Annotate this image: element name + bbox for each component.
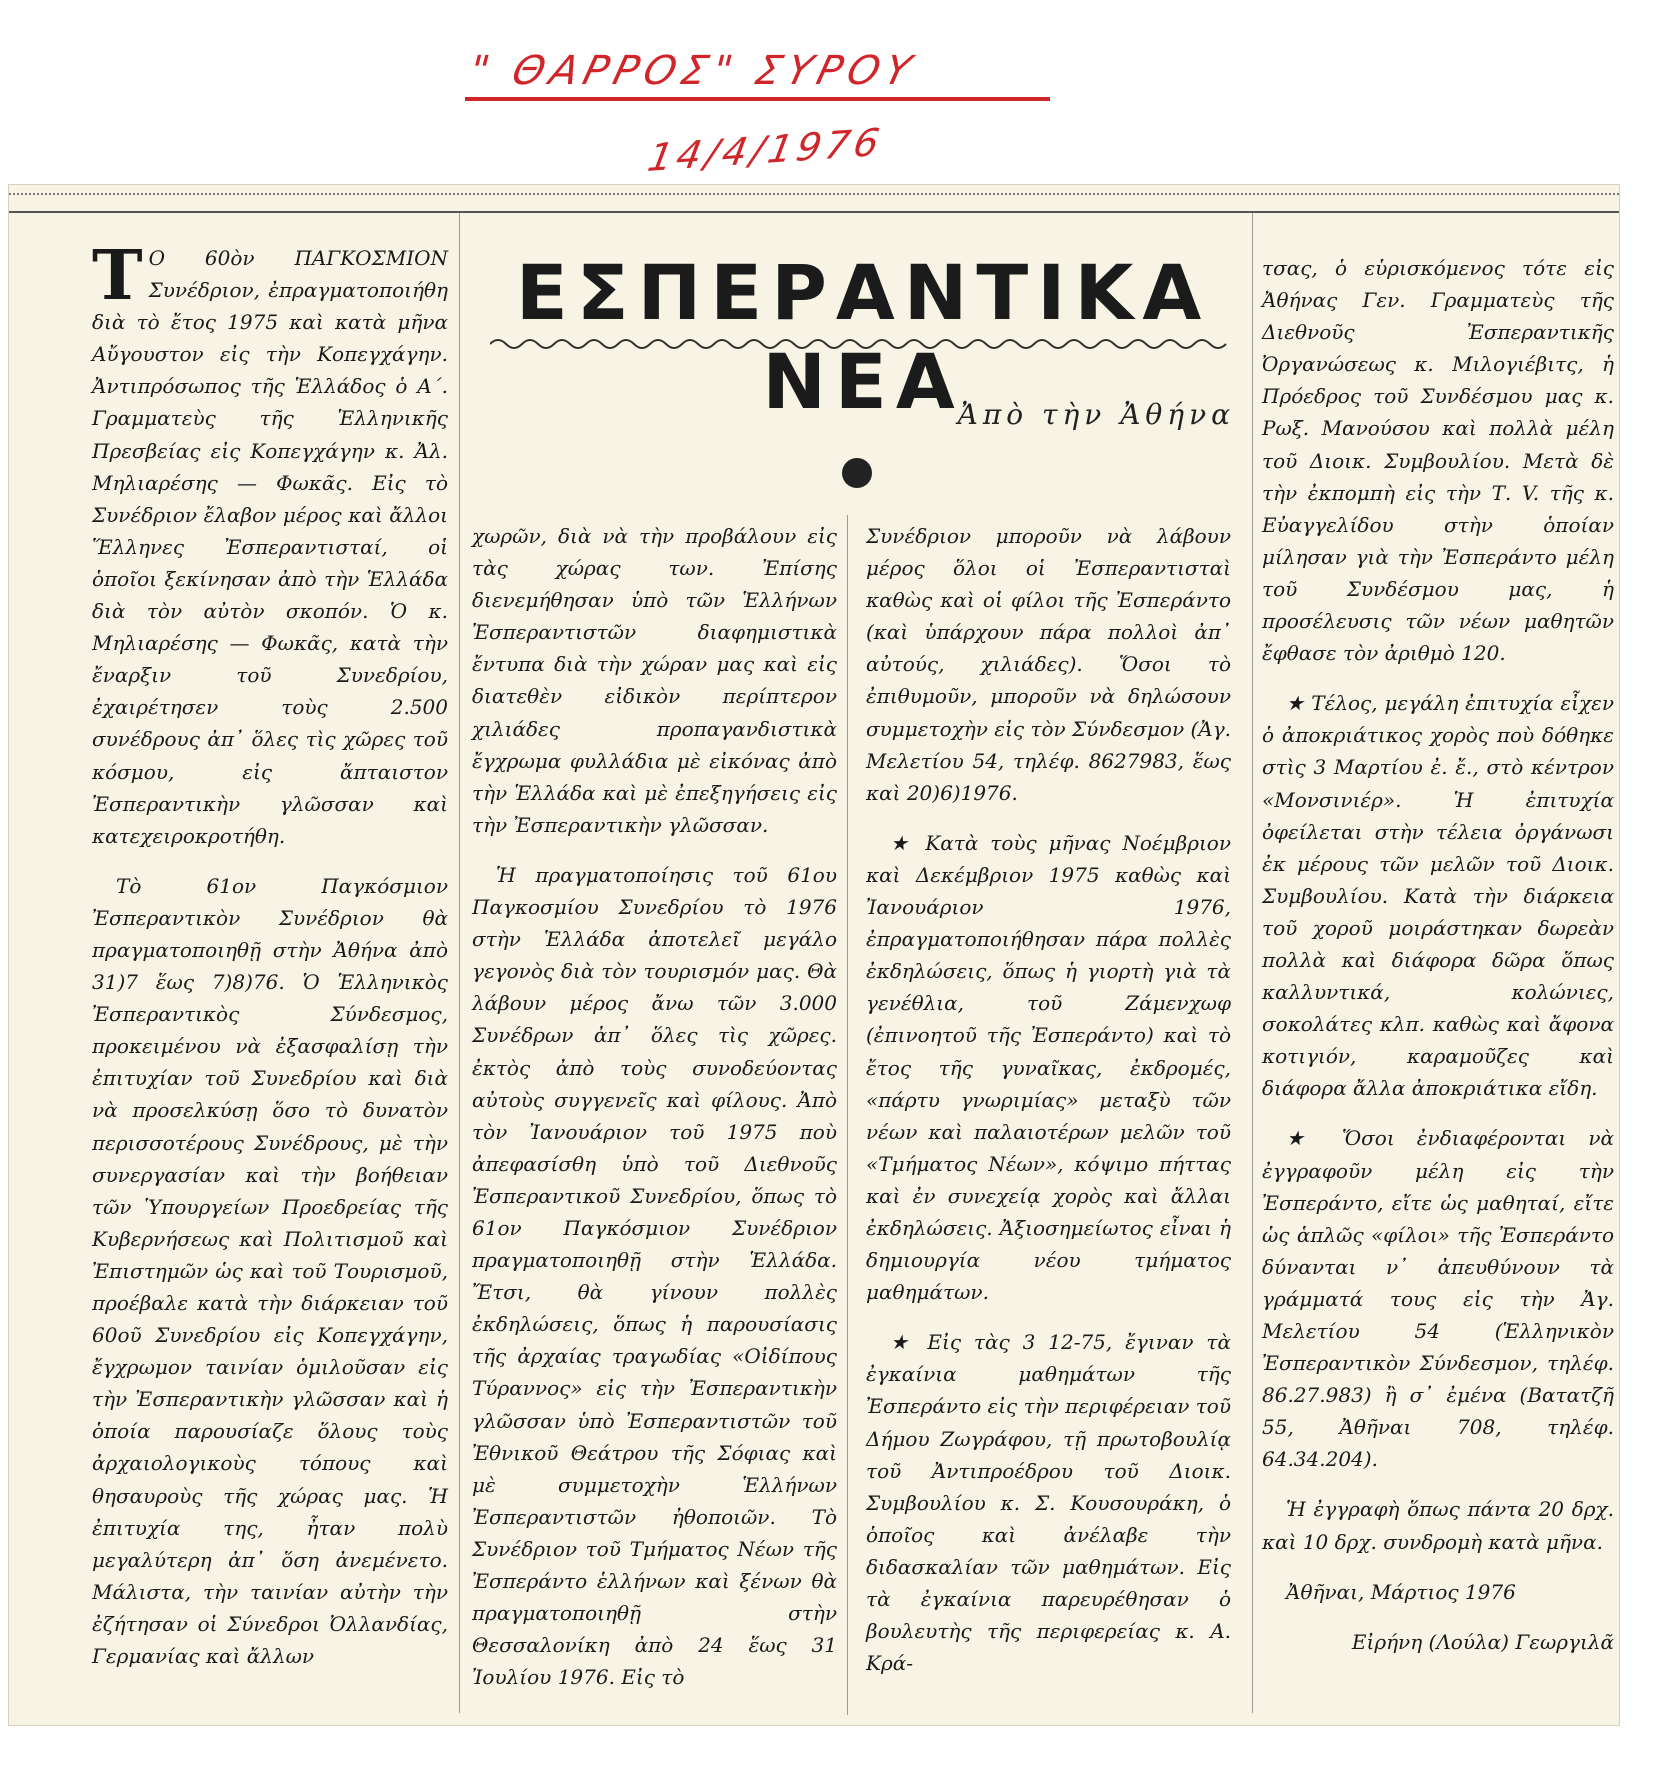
paragraph: ★ Κατὰ τοὺς μῆνας Νοέμβριον καὶ Δεκέμβριον 1975 καθὼς καὶ Ἰανουάριον 1976, ἐπραγματοποιήθησαν πάρα πολλὲς ἐκδηλώσεις, ὅπως ἡ γιορτὴ γιὰ τὰ γενέθλια, τοῦ Ζάμενχωφ (ἐπινοητοῦ τῆς Ἐσπεράντο) καὶ τὸ ἔτος τῆς γυναῖκας, ἐκδρομές, «πάρτυ γνωριμίας» μεταξὺ τῶν νέων καὶ παλαιοτέρων μελῶν τοῦ «Τμήματος Νέων», κόψιμο πήττας καὶ ἐν συνεχείᾳ χορὸς καὶ ἄλλαι ἐκδηλώσεις. Ἀξιοσημείωτος εἶναι ἡ δημιουργία νέου τμήματος μαθημάτων. [866, 830, 1231, 1305]
handwritten-underline [465, 97, 1050, 101]
article-column-1 [92, 236, 448, 1690]
column-rule [459, 213, 460, 1713]
bullet-dot-ornament [842, 458, 872, 488]
article-column-3 [866, 520, 1231, 1697]
clipping-top-border [9, 185, 1619, 213]
paragraph: Ἡ ἐγγραφὴ ὅπως πάντα 20 δρχ. καὶ 10 δρχ. συνδρομὴ κατὰ μῆνα. [1262, 1497, 1614, 1554]
handwritten-source: " ΘΑΡΡΟΣ" ΣΥΡΟΥ [464, 48, 922, 94]
paragraph: ★ Εἰς τὰς 3 12-75, ἔγιναν τὰ ἐγκαίνια μαθημάτων τῆς Ἐσπεράντο εἰς τὴν περιφέρειαν τοῦ Δήμου Ζωγράφου, τῇ πρωτοβουλίᾳ τοῦ Ἀντιπροέδρου τοῦ Διοικ. Συμβουλίου κ. Σ. Κουσουράκη, ὁ ὁποῖος καὶ ἀνέλαβε τὴν διδασκαλίαν τῶν μαθημάτων. Εἰς τὰ ἐγκαίνια παρευρέθησαν ὁ βουλευτὴς τῆς περιφερείας κ. Α. Κρά- [866, 1330, 1231, 1676]
byline: Ἀπὸ τὴν Ἀθήνα [957, 398, 1235, 431]
column-rule [847, 515, 848, 1715]
paragraph: ★ Τέλος, μεγάλη ἐπιτυχία εἶχεν ὁ ἀποκριάτικος χορὸς ποὺ δόθηκε στὶς 3 Μαρτίου ἐ. ἔ., στὸ κέντρον «Μονσινιέρ». Ἡ ἐπιτυχία ὀφείλεται στὴν τέλεια ὀργάνωσι ἐκ μέρους τῶν μελῶν τοῦ Διοικ. Συμβουλίου. Κατὰ τὴν διάρκεια τοῦ χοροῦ μοιράστηκαν δωρεὰν πολλὰ καὶ διάφορα δῶρα ὅπως καλλυντικά, κολώνιες, σοκολάτες κλπ. καθὼς καὶ ἄφονα κοτιγιόν, καραμοῦζες καὶ διάφορα ἄλλα ἀποκριάτικα εἴδη. [1262, 691, 1614, 1101]
paragraph: χωρῶν, διὰ νὰ τὴν προβάλουν εἰς τὰς χώρας των. Ἐπίσης διενεμήθησαν ὑπὸ τῶν Ἑλλήνων Ἐσπεραντιστῶν διαφημιστικὰ ἔντυπα διὰ τὴν χώραν μας καὶ εἰς διατεθὲν εἰδικὸν περίπτερον χιλιάδες προπαγανδιστικὰ ἔγχρωμα φυλλάδια μὲ εἰκόνας ἀπὸ τὴν Ἑλλάδα καὶ μὲ ἐπεξηγήσεις εἰς τὴν Ἐσπεραντικὴν γλῶσσαν. [472, 524, 837, 837]
column-rule [1252, 213, 1253, 1713]
signoff-place: Ἀθῆναι, Μάρτιος 1976 [1286, 1579, 1516, 1604]
author-signature: Εἰρήνη (Λούλα) Γεωργιλᾶ [1351, 1629, 1614, 1654]
paragraph: τσας, ὁ εὑρισκόμενος τότε εἰς Ἀθήνας Γεν. Γραμματεὺς τῆς Διεθνοῦς Ἐσπεραντικῆς Ὀργανώσεως κ. Μιλογιέβιτς, ἡ Πρόεδρος τοῦ Συνδέσμου μας κ. Ρωξ. Μανούσου καὶ πολλὰ μέλη τοῦ Διοικ. Συμβουλίου. Μετὰ δὲ τὴν ἐκπομπὴ εἰς τὴν Τ. V. τῆς κ. Εὐαγγελίδου στὴν ὁποίαν μίλησαν γιὰ τὴν Ἐσπεράντο μέλη τοῦ Συνδέσμου μας, ἡ προσέλευσις τῶν νέων μαθητῶν ἔφθασε τὸν ἀριθμὸ 120. [1262, 256, 1614, 666]
article-column-4 [1262, 252, 1614, 1676]
article-column-2 [472, 520, 837, 1711]
drop-cap: Τ [92, 236, 143, 316]
headline: ΕΣΠΕΡΑΝΤΙΚΑ ΝΕΑ [515, 248, 1211, 426]
wavy-rule [490, 335, 1235, 353]
handwritten-date: 14/4/1976 [644, 120, 887, 180]
paragraph: Τὸ 61ον Παγκόσμιον Ἐσπεραντικὸν Συνέδριον θὰ πραγματοποιηθῇ στὴν Ἀθήνα ἀπὸ 31)7 ἕως 7)8)76. Ὁ Ἑλληνικὸς Ἐσπεραντικὸς Σύνδεσμος, προκειμένου νὰ ἐξασφαλίσῃ τὴν ἐπιτυχίαν τοῦ Συνεδρίου καὶ διὰ νὰ προσελκύσῃ ὅσο τὸ δυνατὸν περισσοτέρους Συνέδρους, μὲ τὴν συνεργασίαν καὶ τὴν βοήθειαν τῶν Ὑπουργείων Προεδρείας τῆς Κυβερνήσεως καὶ Πολιτισμοῦ καὶ Ἐπιστημῶν ὡς καὶ τοῦ Τουρισμοῦ, προέβαλε κατὰ τὴν διάρκειαν τοῦ 60οῦ Συνεδρίου εἰς Κοπεγχάγην, ἔγχρωμον ταινίαν ὁμιλοῦσαν εἰς τὴν Ἐσπεραντικὴν γλῶσσαν καὶ ἡ ὁποία παρουσίαζε ὅλους τοὺς ἀρχαιολογικοὺς τόπους καὶ θησαυροὺς τῆς χώρας μας. Ἡ ἐπιτυχία της, ἦταν πολὺ μεγαλύτερη ἀπ᾽ ὅση ἀνεμένετο. Μάλιστα, τὴν ταινίαν αὐτὴν τὴν ἐζήτησαν οἱ Σύνεδροι Ὀλλανδίας, Γερμανίας καὶ ἄλλων [92, 873, 448, 1669]
paragraph: Συνέδριον μποροῦν νὰ λάβουν μέρος ὅλοι οἱ Ἐσπεραντισταὶ καθὼς καὶ οἱ φίλοι τῆς Ἐσπεράντο (καὶ ὑπάρχουν πάρα πολλοὶ ἀπ᾽ αὐτούς, χιλιάδες). Ὅσοι τὸ ἐπιθυμοῦν, μποροῦν νὰ δηλώσουν συμμετοχὴν εἰς τὸν Σύνδεσμον (Ἀγ. Μελετίου 54, τηλέφ. 8627983, ἕως καὶ 20)6)1976. [866, 524, 1232, 805]
paragraph: Ἡ πραγματοποίησις τοῦ 61ου Παγκοσμίου Συνεδρίου τὸ 1976 στὴν Ἑλλάδα ἀποτελεῖ μεγάλο γεγονὸς διὰ τὸν τουρισμόν μας. Θὰ λάβουν μέρος ἄνω τῶν 3.000 Συνέδρων ἀπ᾽ ὅλες τὶς χῶρες. ἐκτὸς ἀπὸ τοὺς συνοδεύοντας αὐτοὺς συγγενεῖς καὶ φίλους. Ἀπὸ τὸν Ἰανουάριον τοῦ 1975 ποὺ ἀπεφασίσθη ὑπὸ τοῦ Διεθνοῦς Ἐσπεραντικοῦ Συνεδρίου, ὅπως τὸ 61ον Παγκόσμιον Συνέδριον πραγματοποιηθῇ στὴν Ἑλλάδα. Ἔτσι, θὰ γίνουν πολλὲς ἐκδηλώσεις, ὅπως ἡ παρουσίασις τῆς ἀρχαίας τραγωδίας «Οἰδίπους Τύραννος» εἰς τὴν Ἐσπεραντικὴν γλῶσσαν ὑπὸ Ἐσπεραντιστῶν τοῦ Ἐθνικοῦ Θεάτρου τῆς Σόφιας καὶ μὲ συμμετοχὴν Ἑλλήνων Ἐσπεραντιστῶν ἠθοποιῶν. Τὸ Συνέδριον τοῦ Τμήματος Νέων τῆς Ἐσπεράντο ἑλλήνων καὶ ξένων θὰ πραγματοποιηθῇ στὴν Θεσσαλονίκη ἀπὸ 24 ἕως 31 Ἰουλίου 1976. Εἰς τὸ [472, 862, 837, 1690]
paragraph: ★ Ὅσοι ἐνδιαφέρονται νὰ ἐγγραφοῦν μέλη εἰς τὴν Ἐσπεράντο, εἴτε ὡς μαθηταί, εἴτε ὡς ἁπλῶς «φίλοι» τῆς Ἐσπεράντο δύνανται ν᾽ ἀπευθύνουν τὰ γράμματά τους εἰς τὴν Ἀγ. Μελετίου 54 (Ἑλληνικὸν Ἐσπεραντικὸν Σύνδεσμον, τηλέφ. 86.27.983) ἢ σ᾽ ἐμένα (Βατατζῆ 55, Ἀθῆναι 708, τηλέφ. 64.34.204). [1262, 1126, 1614, 1472]
paragraph: Ο 60ὸν ΠΑΓΚΟΣΜΙΟΝ Συνέδριον, ἐπραγματοποιήθη διὰ τὸ ἔτος 1975 καὶ κατὰ μῆνα Αὔγουστον εἰς τὴν Κοπεγχάγην. Ἀντιπρόσωπος τῆς Ἑλλάδος ὁ Α΄. Γραμματεὺς τῆς Ἑλληνικῆς Πρεσβείας εἰς Κοπεγχάγην κ. Ἀλ. Μηλιαρέσης — Φωκᾶς. Εἰς τὸ Συνέδριον ἔλαβον μέρος καὶ ἄλλοι Ἕλληνες Ἐσπεραντισταί, οἱ ὁποῖοι ξεκίνησαν ἀπὸ τὴν Ἑλλάδα διὰ τὸν αὐτὸν σκοπόν. Ὁ κ. Μηλιαρέσης — Φωκᾶς, κατὰ τὴν ἔναρξιν τοῦ Συνεδρίου, ἐχαιρέτησεν τοὺς 2.500 συνέδρους ἀπ᾽ ὅλες τὶς χῶρες τοῦ κόσμου, εἰς ἄπταιστον Ἐσπεραντικὴν γλῶσσαν καὶ κατεχειροκροτήθη. [92, 246, 448, 848]
